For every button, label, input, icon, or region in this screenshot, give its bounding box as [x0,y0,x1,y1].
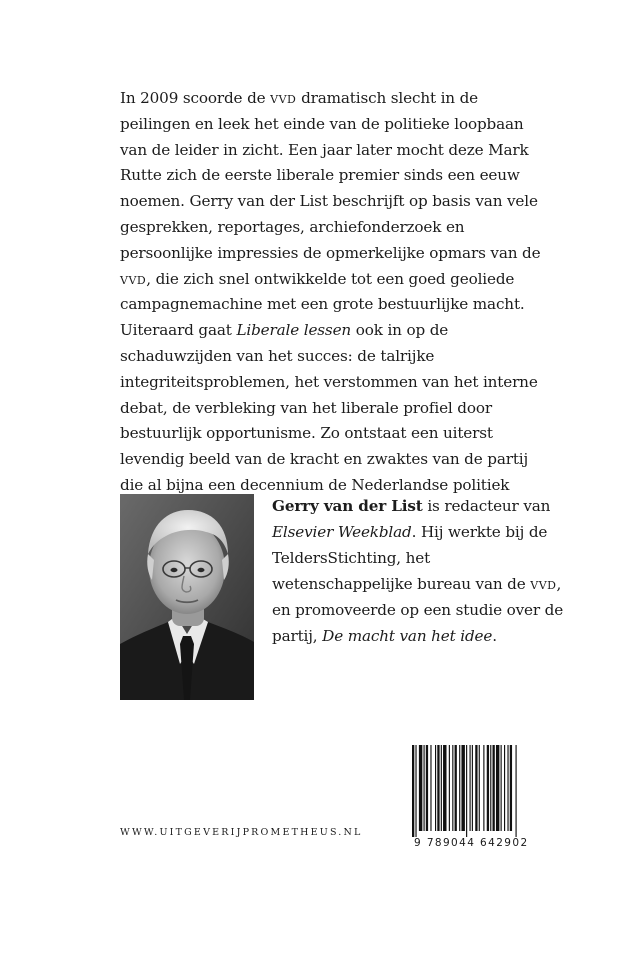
thesis-title: De macht van het idee [322,627,493,645]
barcode-bar [449,745,450,831]
barcode-bar [516,745,517,837]
blurb-text [120,86,550,525]
barcode-bar [437,745,439,831]
book-title: Liberale lessen [236,321,352,340]
blurb-paragraph-1: In 2009 scoorde de vvd dramatisch slecht in de peilingen en leek het einde van de politieke loopbaan van de leider in zicht. Een jaar later mocht deze Mark Rutte zich de eerste liberale premier sinds een eeuw noemen. Gerry van der List beschrijft op basis van vele gesprekken, reportages, archiefonderzoek en persoonlijke impressies de opmerkelijke opmars van de vvd, die zich snel ontwikkelde tot een goed geoliede campagnemachine met een grote bestuurlijke macht. [120,89,541,314]
barcode-bar [493,745,495,831]
barcode-bar [466,745,467,837]
barcode-bar [424,745,425,831]
barcode-bar [455,745,457,831]
barcode-bar [441,745,442,831]
barcode-bar [496,745,499,831]
barcode-bar [430,745,431,831]
blurb-paragraph-2: Uiteraard gaat Liberale lessen ook in op de schaduwzijden van het succes: de talrijke integriteitsproblemen, het verstommen van het interne debat, de verbleking van het liberale profiel door bestuurlijk opportunisme. Zo ontstaat een uiterst levendig beeld van de kracht en zwaktes van de partij die al bijna een decennium de Nederlandse politiek [120,321,538,494]
barcode-bar [415,745,416,837]
author-photo [120,494,254,700]
barcode-bar [452,745,453,831]
publisher-website: WWW.UITGEVERIJPROMETHEUS.NL [120,827,363,838]
barcode-bar [412,745,414,837]
barcode-bar [507,745,508,831]
barcode-bar [459,745,460,831]
barcode-bar [504,745,505,831]
barcode-bar [443,745,446,831]
barcode-bar [426,745,428,831]
barcode-bar [487,745,489,831]
barcode-bar [479,745,480,831]
barcode-bars [410,745,548,837]
barcode-bar [435,745,436,831]
author-name: Gerry van der List [272,497,423,515]
magazine-title: Elsevier Weekblad [272,523,412,541]
author-bio: Gerry van der List is redacteur van Elsevier Weekblad. Hij werkte bij de TeldersStichting, het wetenschappelijke bureau van de vvd, en promoveerde op een studie over de partij, De macht van het idee. [272,497,564,645]
barcode-bar [470,745,471,831]
barcode-bar [490,745,491,831]
isbn-number: 9 789044 642902 [414,837,529,849]
barcode-bar [510,745,512,831]
barcode-bar [461,745,464,831]
barcode-bar [419,745,422,831]
barcode-bar [501,745,502,831]
barcode-bar [483,745,484,831]
barcode-bar [472,745,473,831]
barcode-bar [475,745,477,831]
